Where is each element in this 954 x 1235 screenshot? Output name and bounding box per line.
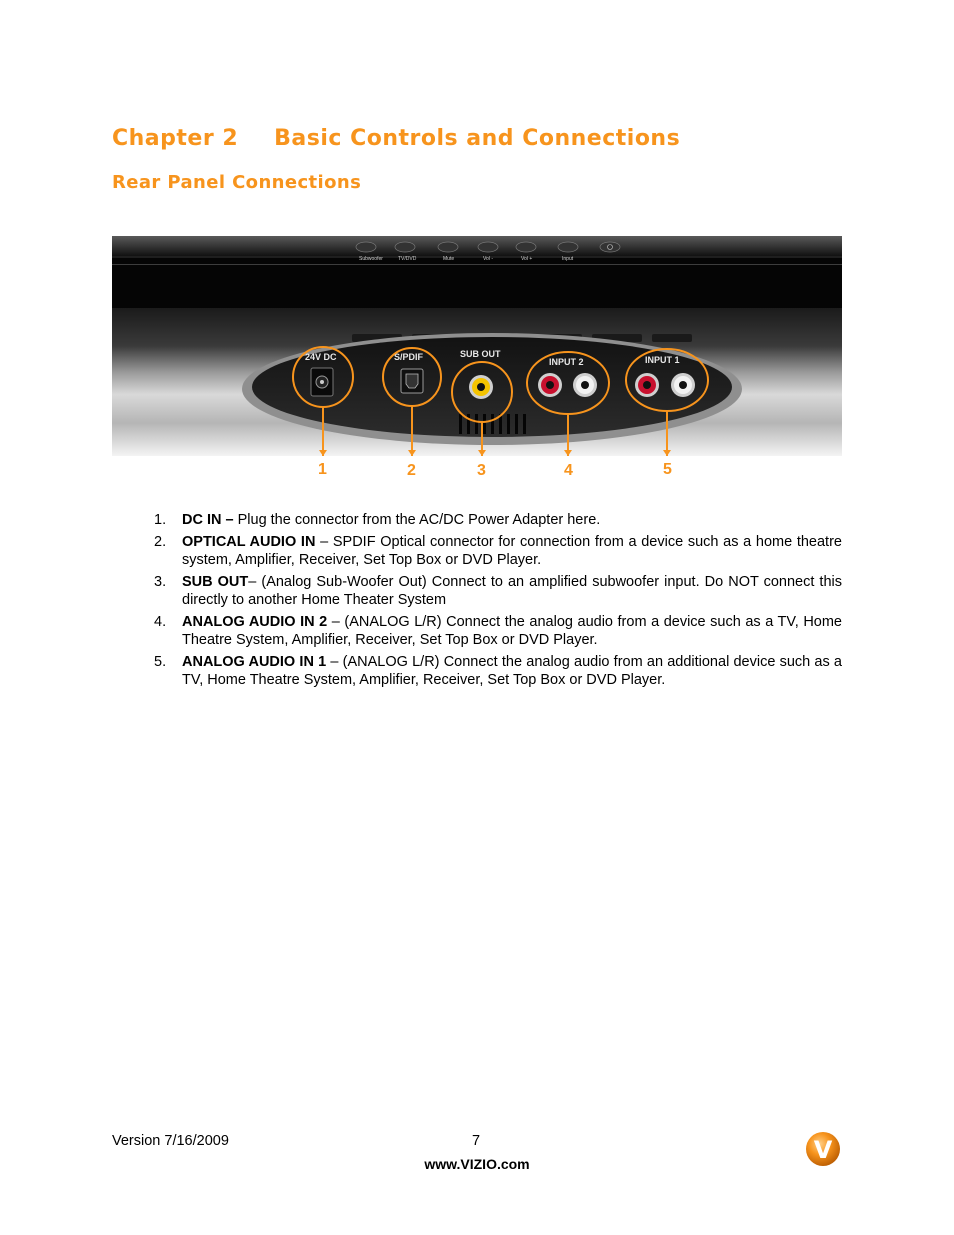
port-label-input-1: INPUT 1 bbox=[645, 355, 680, 365]
input-button-label: Input bbox=[562, 256, 574, 262]
chapter-title bbox=[112, 126, 680, 151]
mute-button-label: Mute bbox=[443, 256, 455, 262]
callout-number-2: 2 bbox=[407, 462, 416, 479]
rear-panel-figure bbox=[112, 236, 842, 486]
vol-up-button-icon bbox=[516, 242, 536, 252]
list-item-number: 2. bbox=[154, 533, 167, 550]
list-item-number: 1. bbox=[154, 512, 167, 528]
list-item-text: – (ANALOG L/R) Connect the analog audio from an additional device such as a TV, Home Theatre System, Amplifier, Receiver, Set Top Box or DVD Player. bbox=[182, 653, 843, 688]
vizio-v-logo-icon bbox=[803, 1128, 843, 1168]
chapter-label: Chapter 2 bbox=[112, 126, 239, 151]
chapter-name: Basic Controls and Connections bbox=[274, 126, 681, 151]
vizio-logo bbox=[803, 1128, 843, 1168]
list-item-text: – SPDIF Optical connector for connection from a device such as a home theatre system, Amplifier, Receiver, Set Top Box or DVD Player. bbox=[182, 533, 842, 568]
subwoofer-button-label: Subwoofer bbox=[359, 256, 383, 262]
rear-panel-illustration bbox=[112, 236, 842, 486]
input-button-icon bbox=[558, 242, 578, 252]
list-item-term: ANALOG AUDIO IN 1 bbox=[182, 653, 327, 670]
list-item bbox=[154, 511, 842, 530]
list-item-text: – (Analog Sub-Woofer Out) Connect to an amplified subwoofer input. Do NOT connect this directly to another Home Theater System bbox=[182, 573, 842, 608]
list-item bbox=[154, 613, 842, 650]
list-item-term: DC IN – bbox=[182, 512, 234, 528]
callout-number-3: 3 bbox=[477, 462, 486, 479]
input-1-right-rca-icon bbox=[671, 373, 695, 397]
dc-jack-icon bbox=[311, 368, 333, 396]
list-item bbox=[154, 653, 843, 690]
callout-number-1: 1 bbox=[318, 461, 327, 478]
mute-button-icon bbox=[438, 242, 458, 252]
port-label-24v-dc: 24V DC bbox=[305, 352, 337, 362]
vol-up-button-label: Vol + bbox=[521, 256, 533, 262]
list-item-number: 3. bbox=[154, 573, 167, 590]
sub-out-rca-icon bbox=[469, 375, 493, 399]
footer-url: www.VIZIO.com bbox=[424, 1156, 530, 1172]
list-item bbox=[154, 533, 842, 570]
port-label-input-2: INPUT 2 bbox=[549, 357, 584, 367]
list-item-term: ANALOG AUDIO IN 2 bbox=[182, 613, 328, 630]
tv-dvd-button-label: TV/DVD bbox=[398, 256, 417, 262]
page-number: 7 bbox=[472, 1133, 481, 1149]
port-label-sub-out: SUB OUT bbox=[460, 349, 501, 359]
logo-letter: V bbox=[813, 1136, 833, 1164]
list-item bbox=[154, 573, 842, 610]
sub-grille bbox=[459, 414, 526, 434]
list-item-text: – (ANALOG L/R) Connect the analog audio from a device such as a TV, Home Theatre System, Amplifier, Receiver, Set Top Box or DVD Player. bbox=[182, 613, 842, 648]
input-2-left-rca-icon bbox=[538, 373, 562, 397]
device-top-edge bbox=[112, 236, 842, 256]
section-title: Rear Panel Connections bbox=[112, 172, 362, 193]
list-item-number: 5. bbox=[154, 653, 167, 670]
callout-number-5: 5 bbox=[663, 461, 672, 478]
footer-version: Version 7/16/2009 bbox=[112, 1133, 229, 1149]
optical-port-icon bbox=[401, 369, 423, 393]
connections-list bbox=[154, 511, 843, 693]
input-2-right-rca-icon bbox=[573, 373, 597, 397]
input-1-left-rca-icon bbox=[635, 373, 659, 397]
vol-down-button-icon bbox=[478, 242, 498, 252]
subwoofer-button-icon bbox=[356, 242, 376, 252]
list-item-text: Plug the connector from the AC/DC Power Adapter here. bbox=[233, 512, 601, 528]
port-label-spdif: S/PDIF bbox=[394, 352, 424, 362]
list-item-number: 4. bbox=[154, 613, 167, 630]
list-item-term: OPTICAL AUDIO IN bbox=[182, 533, 316, 550]
tv-dvd-button-icon bbox=[395, 242, 415, 252]
list-item-term: SUB OUT bbox=[182, 573, 249, 590]
vol-down-button-label: Vol - bbox=[483, 256, 494, 262]
power-button-icon bbox=[600, 242, 620, 252]
callout-number-4: 4 bbox=[564, 462, 573, 479]
